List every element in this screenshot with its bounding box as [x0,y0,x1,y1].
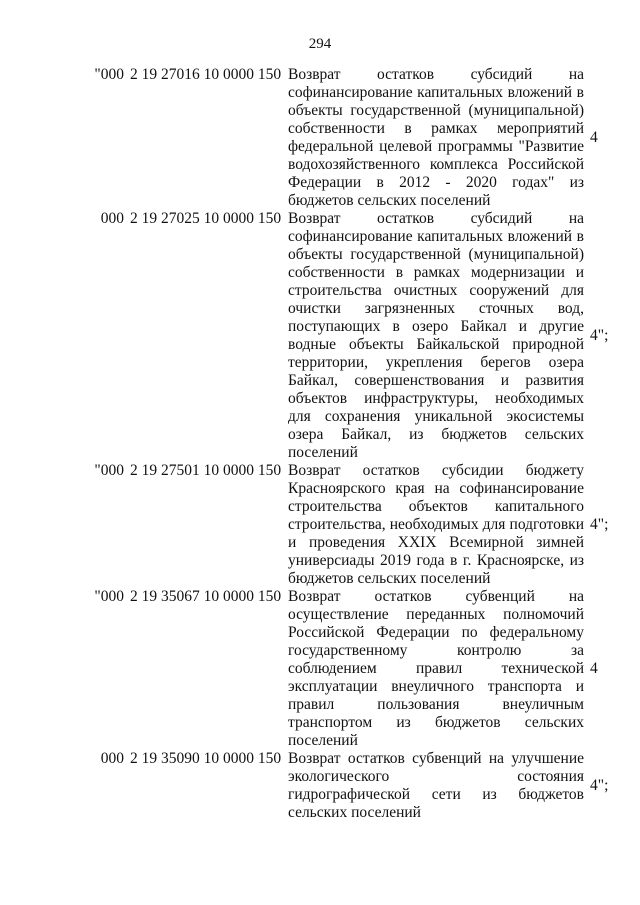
income-description: Возврат остатков субсидий на софинансирование капитальных вложений в объекты государственной (муниципальной) собственности в рамках модернизации и строительства очистных сооружений для очистки загрязненных сточных вод, поступающих в озеро Байкал и другие водные объекты Байкальской природной территории, укрепления берегов озера Байкал, совершенствования и развития объектов инфраструктуры, необходимых для сохранения уникальной экосистемы озера Байкал, из бюджетов сельских поселений [288,210,584,461]
budget-code-table [0,66,640,822]
budget-level: 4"; [590,777,609,794]
income-description: Возврат остатков субвенций на улучшение экологического состояния гидрографической сети из бюджетов сельских поселений [288,750,584,821]
budget-classification-code: 2 19 35067 10 0000 150 [129,588,282,605]
admin-code: "000 [94,462,124,479]
budget-level: 4"; [590,516,609,533]
budget-classification-code: 2 19 27025 10 0000 150 [129,210,282,227]
budget-classification-code: 2 19 35090 10 0000 150 [129,750,282,767]
page-number: 294 [308,36,332,52]
budget-level: 4 [590,129,598,146]
income-description: Возврат остатков субсидий на софинансирование капитальных вложений в объекты государственной (муниципальной) собственности в рамках мероприятий федеральной целевой программы "Развитие водохозяйственного комплекса Российской Федерации в 2012 - 2020 годах" из бюджетов сельских поселений [288,66,584,209]
admin-code: "000 [94,588,124,605]
income-description: Возврат остатков субвенций на осуществление переданных полномочий Российской Федерации по федеральному государственному контролю за соблюдением правил технической эксплуатации внеуличного транспорта и правил пользования внеуличным транспортом из бюджетов сельских поселений [288,588,584,749]
table-row [0,462,640,588]
table-row [0,210,640,462]
admin-code: 000 [100,210,124,227]
budget-level: 4 [590,660,598,677]
budget-level: 4"; [590,327,609,344]
budget-classification-code: 2 19 27501 10 0000 150 [129,462,282,479]
admin-code: 000 [100,750,124,767]
income-description: Возврат остатков субсидии бюджету Красноярского края на софинансирование строительства объектов капитального строительства, необходимых для подготовки и проведения XXIX Всемирной зимней универсиады 2019 года в г. Красноярске, из бюджетов сельских поселений [288,462,584,587]
table-row [0,588,640,750]
admin-code: "000 [94,66,124,83]
budget-classification-code: 2 19 27016 10 0000 150 [129,66,282,83]
table-row [0,66,640,210]
table-row [0,750,640,822]
